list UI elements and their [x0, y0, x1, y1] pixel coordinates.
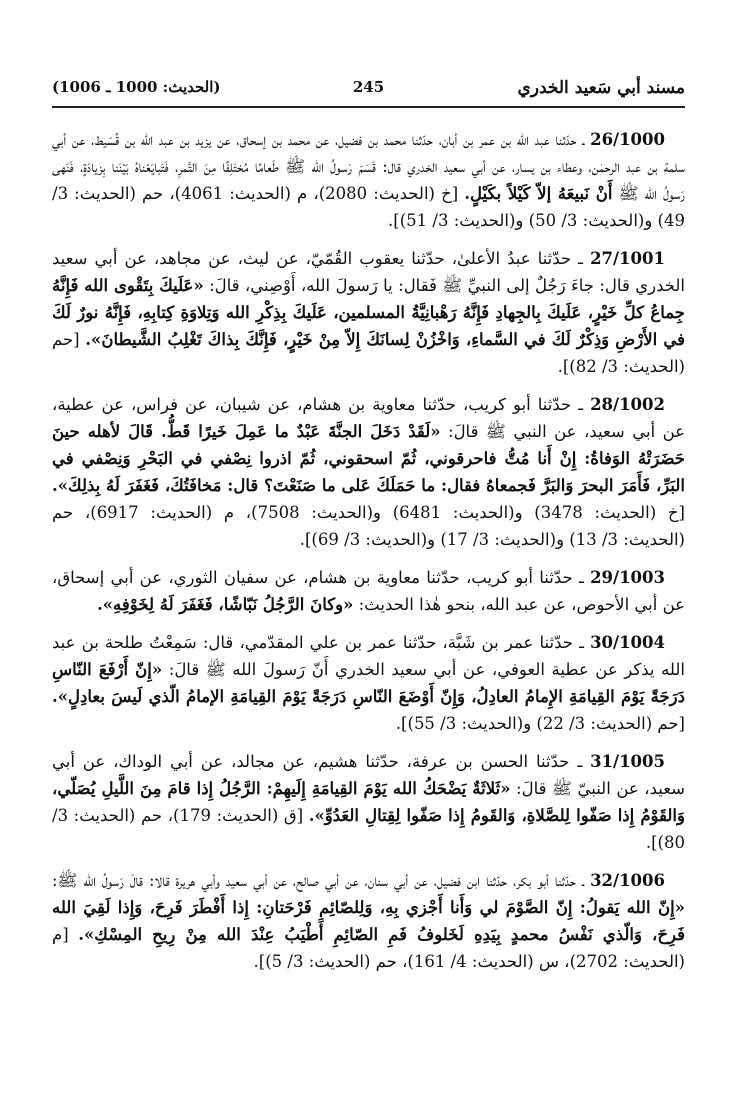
hadith-number: 26/1000 [590, 130, 666, 149]
hadith-matn: «إِنّ الله يَقولُ: إِنّ الصَّوْمَ لي وَأَنا أَجْزي بِهِ، وَلِلصّائِمِ فَرْحَتانِ: إِذا أَفْطَرَ فَرِحَ، وَإِذا لَقِيَ الله فَرِحَ، وَالّذي نَفْسُ محمدٍ بِيَدِهِ لَخَلوفُ فَمِ الصّائِمِ أَطْيَبُ عِنْدَ الله مِنْ رِيحِ المِسْكِ». [52, 898, 685, 944]
hadith-number: 30/1004 [590, 633, 665, 652]
hadith-1003 [52, 564, 685, 618]
hadith-matn: «لَقَدْ دَخَلَ الجنَّةَ عَبْدٌ ما عَمِلَ خَيرًا قَطُّ. قَالَ لأهله حينَ حَضَرَتْهُ الوَفاةُ: إِنْ أَنا مُتُّ فاحرقوني، ثُمّ اسحقوني، ثُمّ اذروا نِصْفي في البَحْرِ وَنِصْفي في البَرِّ، فَأَمَرَ البحرَ وَالبَرَّ فَجمعاهُ فقال: ما حَمَلَكَ عَلى ما صَنَعْتَ؟ قال: مَخافَتُكَ، فَغَفَرَ لَهُ بِذلِكَ». [52, 422, 685, 495]
hadith-references: [خ (الحديث: 2080)، م (الحديث: 4061)، حم (الحديث: 3/ 49) و(الحديث: 3/ 50) و(الحديث: 3/ 51)]. [52, 184, 685, 230]
hadith-range: (الحديث: 1000 ـ 1006) [52, 78, 221, 96]
hadith-isnad: ـ حدّثنا عبدُ الأعلىٰ، حدّثنا يعقوب القُمّيّ، عن ليث، عن مجاهد، عن أبي سعيد الخدري قال: جاءَ رَجُلٌ إلى النبيِّ ﷺ فَقال: يا رَسولَ الله، أَوْصِني، قالَ: [52, 249, 685, 295]
hadith-references: [حم (الحديث: 3/ 82)]. [52, 330, 685, 376]
hadith-references: [م (الحديث: 2702)، س (الحديث: 4/ 161)، حم (الحديث: 3/ 5)]. [52, 925, 685, 971]
running-title: مسند أبي سَعيد الخدري [517, 78, 685, 98]
hadith-references: [حم (الحديث: 3/ 22) و(الحديث: 3/ 55)]. [395, 714, 685, 733]
hadith-1006 [52, 867, 685, 975]
hadith-isnad: ـ حدّثنا الحسن بن عرفة، حدّثنا هشيم، عن مجالد، عن أبي الوداك، عن أبي سعيد، عن النبيّ ﷺ قالَ: [52, 752, 685, 798]
hadith-number: 32/1006 [590, 871, 665, 890]
hadith-references: [ق (الحديث: 179)، حم (الحديث: 3/ 80)]. [52, 806, 685, 852]
hadith-number: 29/1003 [590, 568, 665, 587]
hadith-matn: أَنْ نَبيعَهُ إلاّ كَيْلاً بكَيْلٍ. [464, 184, 613, 203]
hadith-1001 [52, 245, 685, 380]
hadith-number: 28/1002 [590, 395, 665, 414]
hadith-1002 [52, 391, 685, 553]
page-header [52, 74, 685, 104]
hadith-matn: «ثَلاثَةٌ يَضْحَكُ الله يَوْمَ القِيامَةِ إِلَيهِمْ: الرَّجُلُ إِذا قامَ مِنَ اللَّيلِ يُصَلّي، وَالقَوْمُ إِذا صَفّوا لِلصَّلاةِ، وَالقَومُ إِذا صَفّوا لِقِتالِ العَدُوِّ». [52, 779, 685, 825]
hadith-isnad: ـ حدّثنا أبو كريب، حدّثنا معاوية بن هشام، عن شيبان، عن فراس، عن عطية، عن أبي سعيد، عن النبي ﷺ قالَ: [52, 395, 685, 441]
hadith-isnad: ـ حدّثنا عمر بن شَبَّة، حدّثنا عمر بن علي المقدّمي، قال: سَمِعْتُ طلحة بن عبد الله يذكر عن عطية العوفي، عن أبي سعيد الخدري أَنّ رَسولَ الله ﷺ قالَ: [52, 633, 686, 679]
hadith-1000 [52, 126, 685, 234]
hadith-isnad: ـ حدّثنا أبو كريب، حدّثنا معاوية بن هشام، عن سفيان الثوري، عن أبي إسحاق، عن أبي الأحوص، عن عبد الله، بنحو هٰذا الحديث: [52, 568, 685, 614]
hadith-matn: «عَلَيكَ بِتَقْوى الله فَإِنَّهُ جِماعُ كلِّ خَيْرٍ، عَلَيكَ بِالجِهادِ فَإِنَّهُ رَهْبانِيَّةُ المسلمين، عَلَيكَ بِذِكْرِ الله وَتِلاوَةِ كِتابِهِ، فَإِنَّهُ نورٌ لَكَ في الأَرْضِ وَذِكْرٌ لَكَ في السَّماءِ، وَاخْزُنْ لِسانَكَ إِلاّ مِنْ خَيْرٍ، فَإِنَّكَ بِذاكَ تَغْلِبُ الشَّيطانَ». [52, 276, 685, 349]
page-body [52, 126, 685, 986]
hadith-1004 [52, 629, 685, 737]
hadith-number: 27/1001 [590, 249, 665, 268]
hadith-isnad: ـ حدّثنا أبو بكر، حدّثنا ابن فضيل، عن أبي سنان، عن أبي صالح، عن أبي سعيد وأبي هريرة قالا: قالَ رَسولُ الله ﷺ: [52, 871, 585, 890]
hadith-number: 31/1005 [590, 752, 665, 771]
page-number: 245 [352, 78, 385, 96]
hadith-references: [خ (الحديث: 3478) و(الحديث: 6481) و(الحديث: 7508)، م (الحديث: 6917)، حم (الحديث: 3/ 13) و(الحديث: 3/ 17) و(الحديث: 3/ 69)]. [52, 503, 685, 549]
header-rule [52, 106, 685, 108]
hadith-isnad: ـ حدّثنا عبد الله بن عمر بن أبان، حدّثنا محمد بن فضيل، عن محمد بن إسحاق، عن يزيد بن عبد الله بن قُسَيط، عن أبي سلمة بن عبد الرحمٰن، وعطاء بن يسار، عن أبي سعيد الخدري قال: قَسَمَ رَسولُ الله ﷺ طَعامًا مُختَلِفًا مِنَ التَّمرِ، فَتَبايَعْناهُ بَيْنَنا بِزيادَةٍ، فَنَهى رَسولُ الله ﷺ [52, 130, 685, 203]
hadith-matn: «إِنّ أَرْفَعَ النّاسِ دَرَجَةً يَوْمَ القِيامَةِ الإِمامُ العادِلُ، وَإِنّ أَوْضَعَ النّاسِ دَرَجَةً يَوْمَ القِيامَةِ الإمامُ الّذي لَيسَ بعادِلٍ». [52, 660, 685, 706]
hadith-1005 [52, 748, 685, 856]
hadith-matn: «وكانَ الرَّجُلُ نَبّاشًا، فَغَفَرَ لَهُ لِخَوْفِهِ». [97, 595, 354, 614]
